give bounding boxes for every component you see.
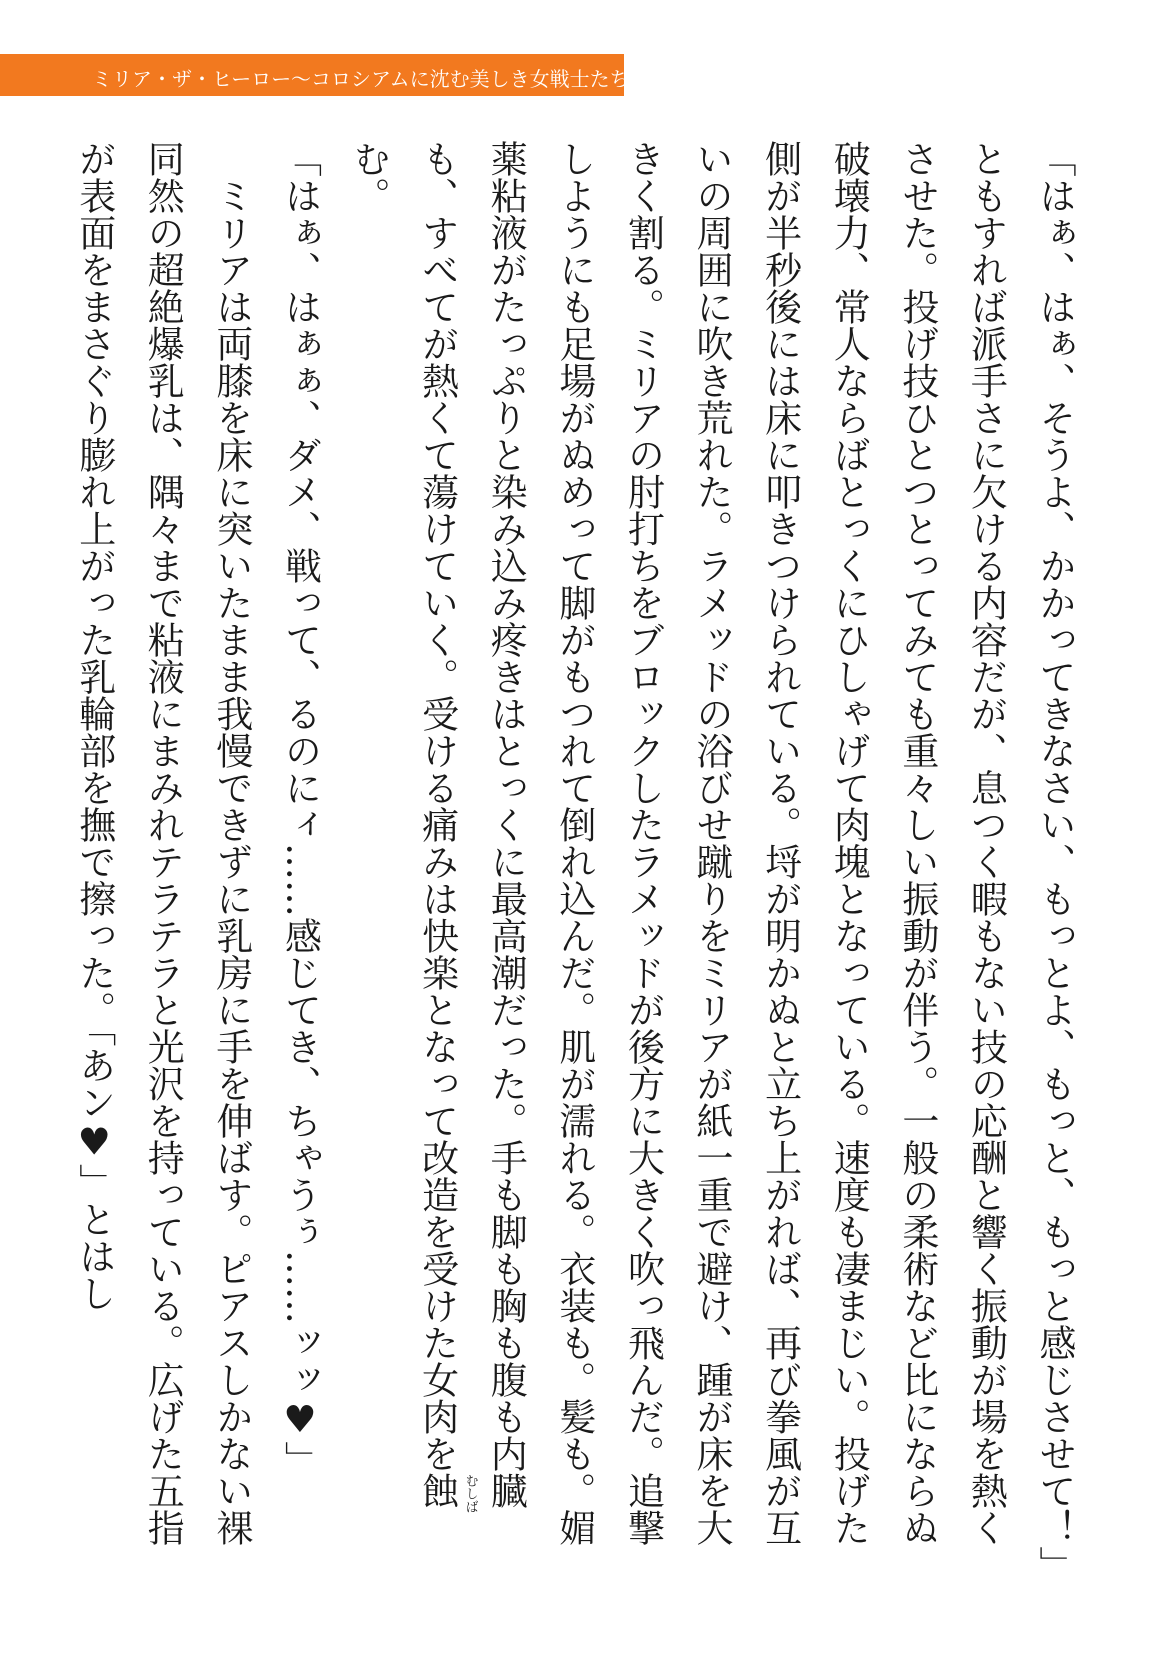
series-subtitle: 〜コロシアムに沈む美しき女戦士たち〜 — [291, 67, 650, 91]
novel-text — [72, 140, 1088, 1583]
dialogue-paragraph: 「はぁ、はぁぁ、ダメ、戦って、るのにィ……感じてき、ちゃうぅ……ッッ♥」 — [278, 140, 322, 1478]
series-title: ミリア・ザ・ヒーロー — [92, 67, 292, 91]
ruby-word: 蝕 むしば — [415, 1472, 478, 1513]
dialogue-paragraph: 「はぁ、はぁ、そうよ、かかってきなさい、もっとよ、もっと、もっと感じさせて！」 — [1033, 140, 1076, 1583]
running-header — [0, 54, 650, 96]
narration-paragraph: ともすれば派手さに欠ける内容だが、息つく暇もない技の応酬と響く振動が場を熱くさせた。投げ技ひとつとってみても重々しい振動が伴う。一般の柔術など比にならぬ破壊力、常人ならばとっくにひしゃげて肉塊となっている。速度も凄まじい。投げた側が半秒後には床に叩きつけられている。埒が明かぬと立ち上がれば、再び拳風が互いの周囲に吹き荒れた。ラメッドの浴びせ蹴りをミリアが紙一重で避け、踵が床を大きく割る。ミリアの肘打ちをブロックしたラメッドが後方に大きく吹っ飛んだ。追撃しようにも足場がぬめって脚がもつれて倒れ込んだ。肌が濡れる。衣装も。髪も。媚薬粘液がたっぷりと染み込み疼きはとっくに最高潮だった。手も脚も胸も腹も内臓も、すべてが熱くて蕩けていく。受ける痛みは快楽となって改造を受けた女肉を蝕 むしば む。 — [347, 140, 1008, 1546]
narration-paragraph: ミリアは両膝を床に突いたまま我慢できずに乳房に手を伸ばす。ピアスしかない裸同然の超絶爆乳は、隅々まで粘液にまみれテラテラと光沢を持っている。広げた五指が表面をまさぐり膨れ上がった乳輪部を撫で擦った。「あン♥」とはし — [72, 140, 253, 1546]
ruby-reading: むしば — [462, 1474, 478, 1513]
